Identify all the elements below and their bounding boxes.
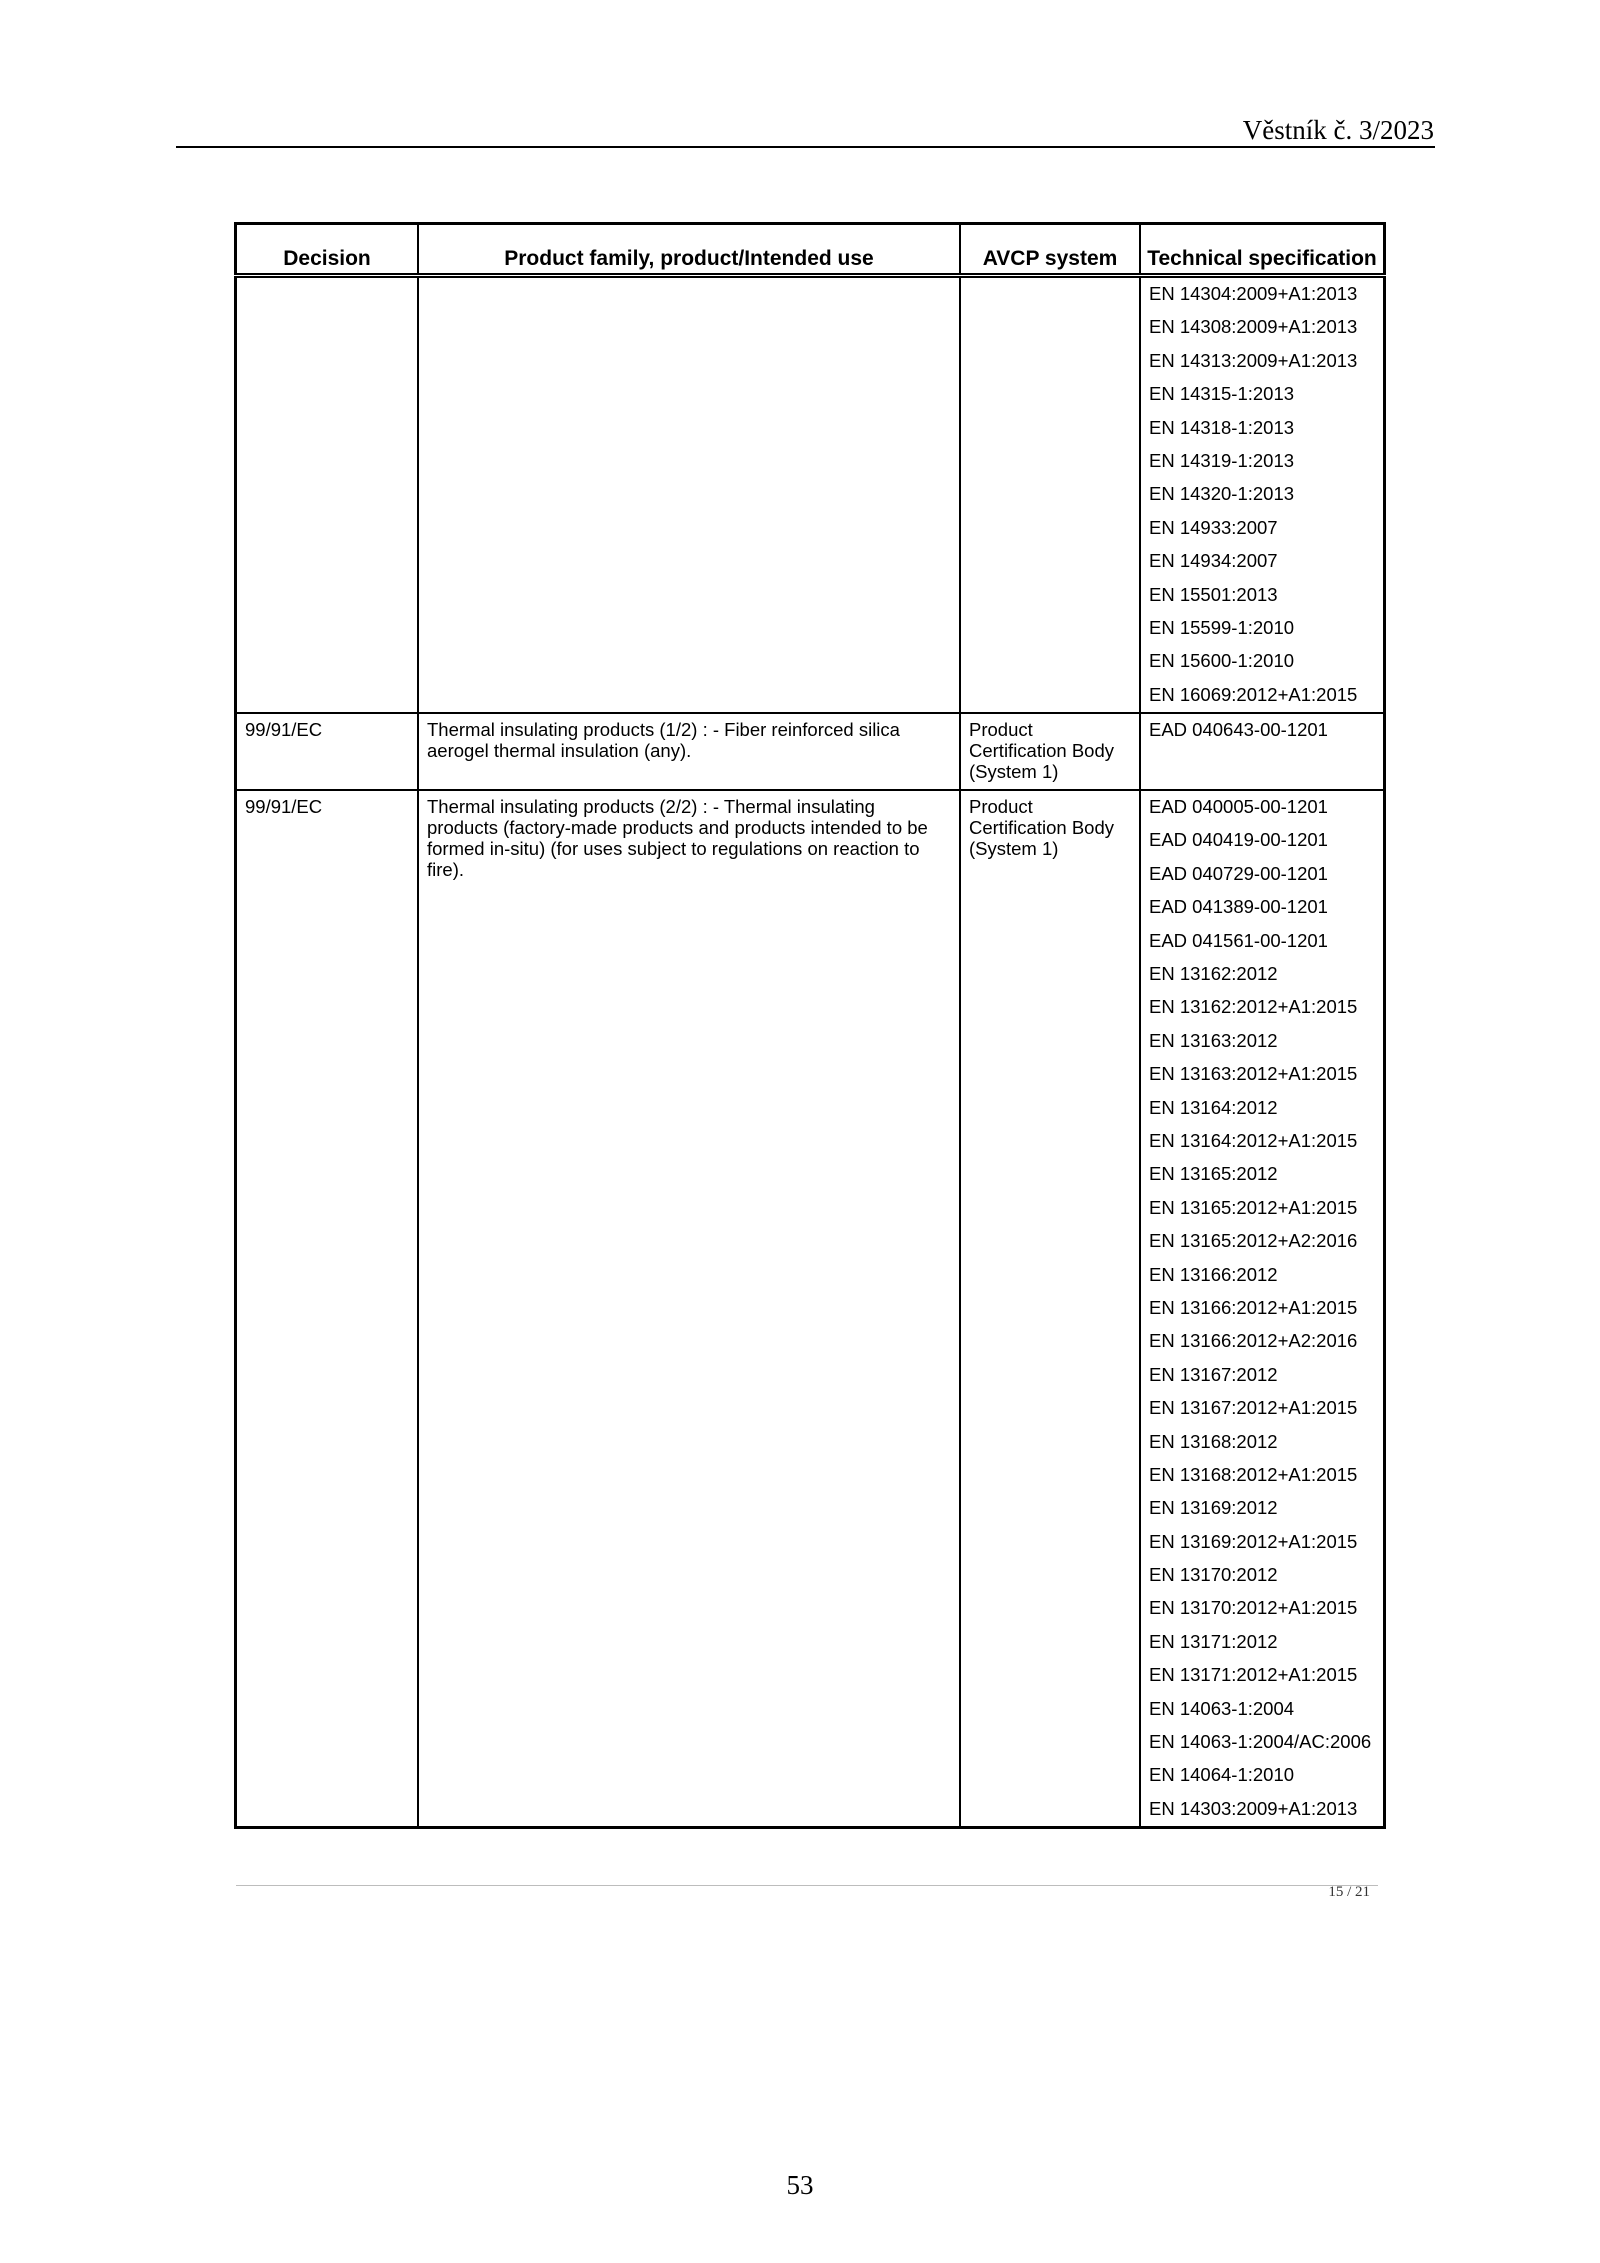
specification-text: EN 13167:2012+A1:2015 xyxy=(1149,1397,1358,1419)
page-number: 53 xyxy=(786,2170,814,2200)
specification-text: EN 15600-1:2010 xyxy=(1149,650,1295,672)
specification-cell xyxy=(1140,790,1385,1828)
table-header-row xyxy=(236,224,1385,276)
specification-item xyxy=(1149,925,1375,958)
specification-table-wrapper xyxy=(234,222,1386,1829)
specification-item xyxy=(1149,1459,1375,1492)
specification-item xyxy=(1149,1092,1375,1125)
specification-item xyxy=(1149,679,1375,712)
specification-text: EN 14303:2009+A1:2013 xyxy=(1149,1797,1358,1819)
specification-text: EN 15501:2013 xyxy=(1149,583,1278,605)
specification-text: EN 15599-1:2010 xyxy=(1149,616,1295,638)
specification-text: EN 14319-1:2013 xyxy=(1149,449,1295,471)
specification-item xyxy=(1149,1759,1375,1792)
specification-text: EAD 040643-00-1201 xyxy=(1149,719,1328,741)
journal-title: Věstník č. 3/2023 xyxy=(1242,115,1434,145)
specification-item xyxy=(1149,1592,1375,1625)
specification-text: EN 13165:2012 xyxy=(1149,1163,1278,1185)
specification-item xyxy=(1149,1325,1375,1358)
specification-item xyxy=(1149,445,1375,478)
page-count: 15 / 21 xyxy=(1328,1884,1370,1900)
avcp-cell: Product Certification Body (System 1) xyxy=(960,713,1140,790)
specification-item xyxy=(1149,579,1375,612)
column-header-specification: Technical specification xyxy=(1140,224,1385,276)
specification-text: EAD 040419-00-1201 xyxy=(1149,829,1328,851)
specification-text: EN 13166:2012+A2:2016 xyxy=(1149,1330,1358,1352)
specification-text: EN 13168:2012+A1:2015 xyxy=(1149,1463,1358,1485)
specification-text: EN 14313:2009+A1:2013 xyxy=(1149,349,1358,371)
column-header-decision: Decision xyxy=(236,224,419,276)
decision-cell xyxy=(236,276,419,714)
specification-item xyxy=(1149,512,1375,545)
specification-item xyxy=(1149,1192,1375,1225)
specification-item xyxy=(1149,311,1375,344)
product-cell xyxy=(418,276,960,714)
avcp-cell: Product Certification Body (System 1) xyxy=(960,790,1140,1828)
specification-text: EN 13163:2012 xyxy=(1149,1029,1278,1051)
specification-item xyxy=(1149,1559,1375,1592)
specification-text: EN 13168:2012 xyxy=(1149,1430,1278,1452)
specification-item xyxy=(1149,412,1375,445)
specification-item xyxy=(1149,612,1375,645)
specification-text: EN 13163:2012+A1:2015 xyxy=(1149,1063,1358,1085)
specification-text: EN 14064-1:2010 xyxy=(1149,1764,1295,1786)
specification-item xyxy=(1149,1626,1375,1659)
specification-text: EN 14063-1:2004/AC:2006 xyxy=(1149,1731,1372,1753)
specification-cell xyxy=(1140,276,1385,714)
specification-text: EN 14318-1:2013 xyxy=(1149,416,1295,438)
specification-text: EN 14320-1:2013 xyxy=(1149,483,1295,505)
specification-item xyxy=(1149,824,1375,857)
specification-item xyxy=(1149,278,1375,311)
column-header-avcp: AVCP system xyxy=(960,224,1140,276)
specification-text: EN 14304:2009+A1:2013 xyxy=(1149,283,1358,304)
specification-item xyxy=(1149,791,1375,824)
specification-text: EN 13171:2012+A1:2015 xyxy=(1149,1664,1358,1686)
specification-item xyxy=(1149,1693,1375,1726)
specification-text: EAD 041389-00-1201 xyxy=(1149,896,1328,918)
specification-item xyxy=(1149,645,1375,678)
specification-text: EN 13162:2012 xyxy=(1149,963,1278,985)
specification-text: EN 13165:2012+A2:2016 xyxy=(1149,1230,1358,1252)
specification-text: EN 13166:2012+A1:2015 xyxy=(1149,1296,1358,1318)
specification-item xyxy=(1149,378,1375,411)
specification-text: EN 13170:2012+A1:2015 xyxy=(1149,1597,1358,1619)
specification-item xyxy=(1149,1492,1375,1525)
specification-text: EN 13167:2012 xyxy=(1149,1363,1278,1385)
specification-item xyxy=(1149,714,1375,747)
specification-text: EN 13171:2012 xyxy=(1149,1630,1278,1652)
product-cell: Thermal insulating products (1/2) : - Fiber reinforced silica aerogel thermal insulation (any). xyxy=(418,713,960,790)
specification-item xyxy=(1149,1058,1375,1091)
specification-text: EAD 040729-00-1201 xyxy=(1149,862,1328,884)
product-cell: Thermal insulating products (2/2) : - Thermal insulating products (factory-made products and products intended to be formed in-situ) (for uses subject to regulations on reaction to fire). xyxy=(418,790,960,1828)
specification-item xyxy=(1149,1225,1375,1258)
column-header-product: Product family, product/Intended use xyxy=(418,224,960,276)
specification-text: EN 13164:2012+A1:2015 xyxy=(1149,1129,1358,1151)
specification-text: EN 13165:2012+A1:2015 xyxy=(1149,1196,1358,1218)
specification-item xyxy=(1149,1158,1375,1191)
specification-list xyxy=(1149,714,1375,747)
specification-text: EN 14315-1:2013 xyxy=(1149,383,1295,405)
specification-item xyxy=(1149,1292,1375,1325)
specification-item xyxy=(1149,958,1375,991)
decision-cell: 99/91/EC xyxy=(236,713,419,790)
specification-item xyxy=(1149,1392,1375,1425)
specification-item xyxy=(1149,1526,1375,1559)
specification-item xyxy=(1149,1659,1375,1692)
table-row xyxy=(236,713,1385,790)
specification-item xyxy=(1149,545,1375,578)
footer-rule xyxy=(236,1885,1378,1886)
specification-item xyxy=(1149,1025,1375,1058)
specification-item xyxy=(1149,991,1375,1024)
specification-list xyxy=(1149,791,1375,1826)
header-rule xyxy=(176,146,1435,148)
specification-text: EAD 041561-00-1201 xyxy=(1149,929,1328,951)
specification-item xyxy=(1149,891,1375,924)
table-row xyxy=(236,790,1385,1828)
specification-text: EN 14933:2007 xyxy=(1149,516,1278,538)
specification-text: EN 13169:2012 xyxy=(1149,1497,1278,1519)
specification-text: EN 14308:2009+A1:2013 xyxy=(1149,316,1358,338)
specification-text: EN 13162:2012+A1:2015 xyxy=(1149,996,1358,1018)
specification-item xyxy=(1149,1426,1375,1459)
specification-item xyxy=(1149,345,1375,378)
table-row-continuation xyxy=(236,276,1385,714)
avcp-cell xyxy=(960,276,1140,714)
specification-item xyxy=(1149,1726,1375,1759)
specification-item xyxy=(1149,1793,1375,1826)
specification-text: EN 14934:2007 xyxy=(1149,550,1278,572)
specification-item xyxy=(1149,1259,1375,1292)
specification-text: EN 13169:2012+A1:2015 xyxy=(1149,1530,1358,1552)
specification-text: EN 13164:2012 xyxy=(1149,1096,1278,1118)
decision-cell: 99/91/EC xyxy=(236,790,419,1828)
specification-table xyxy=(234,222,1386,1829)
specification-item xyxy=(1149,858,1375,891)
specification-text: EN 13170:2012 xyxy=(1149,1564,1278,1586)
specification-text: EN 16069:2012+A1:2015 xyxy=(1149,683,1358,705)
specification-text: EAD 040005-00-1201 xyxy=(1149,796,1328,818)
specification-list xyxy=(1149,278,1375,712)
specification-item xyxy=(1149,478,1375,511)
specification-text: EN 13166:2012 xyxy=(1149,1263,1278,1285)
specification-item xyxy=(1149,1359,1375,1392)
specification-text: EN 14063-1:2004 xyxy=(1149,1697,1295,1719)
specification-cell xyxy=(1140,713,1385,790)
specification-item xyxy=(1149,1125,1375,1158)
